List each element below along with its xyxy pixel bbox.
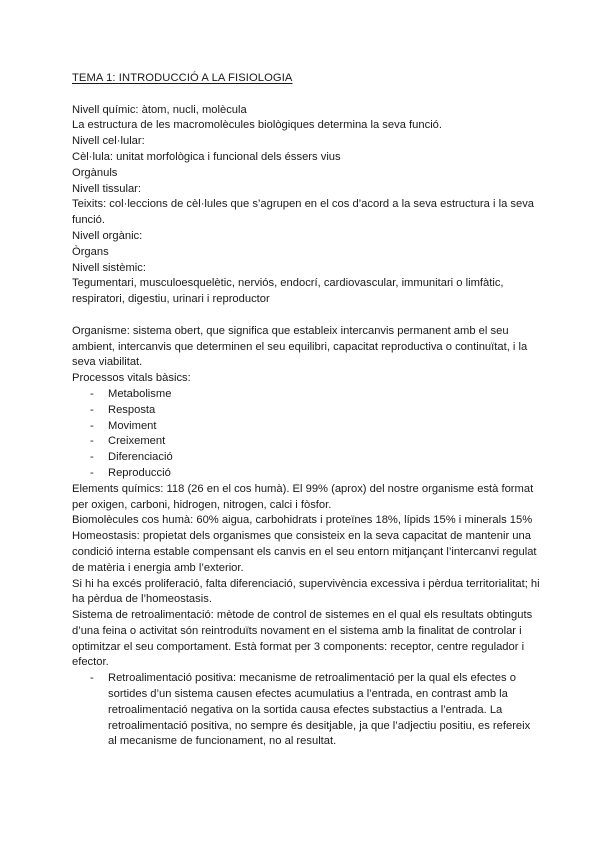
levels-section: [72, 103, 542, 308]
list-item: [72, 419, 542, 435]
list-item-text: Metabolisme: [108, 387, 172, 400]
level-line: Nivell tissular:: [72, 182, 142, 195]
list-item: [72, 466, 542, 482]
feedback-list: [72, 671, 542, 750]
dash-bullet: -: [90, 672, 94, 685]
level-line: Nivell químic: àtom, nucli, molècula: [72, 103, 247, 116]
dash-bullet: -: [90, 451, 94, 464]
level-line: Tegumentari, musculoesquelètic, nerviós, endocrí, cardiovascular, immunitari o limfàtic, respiratori, digestiu, urinari i reproductor: [72, 277, 504, 306]
dash-bullet: -: [90, 466, 94, 479]
paragraph-gap: [72, 308, 542, 324]
vital-processes-heading: Processos vitals bàsics:: [72, 372, 191, 385]
list-item: [72, 434, 542, 450]
list-item-text: Moviment: [108, 419, 157, 432]
level-line: Nivell sistèmic:: [72, 261, 146, 274]
list-item-text: Reproducció: [108, 466, 171, 479]
chemical-elements-paragraph: Elements químics: 118 (26 en el cos humà). El 99% (aprox) del nostre organisme està format per oxigen, carboni, hidrogen, nitrogen, calci i fòsfor.: [72, 482, 534, 511]
dash-bullet: -: [90, 435, 94, 448]
level-line: Orgànuls: [72, 166, 118, 179]
homeostasis-paragraph: Homeostasis: propietat dels organismes que consisteix en la seva capacitat de mantenir una condició interna estable compensant els canvis en el seu entorn mitjançant l’intercanvi regulat de matèria i energia amb l’exterior.: [72, 530, 537, 574]
level-line: Nivell orgànic:: [72, 229, 143, 242]
list-item-text: Diferenciació: [108, 451, 173, 464]
vital-processes-list: [72, 387, 542, 482]
list-item-text: Resposta: [108, 403, 156, 416]
biomolecules-paragraph: Biomolècules cos humà: 60% aigua, carbohidrats i proteïnes 18%, lípids 15% i minerals 15%: [72, 514, 533, 527]
dash-bullet: -: [90, 403, 94, 416]
feedback-paragraph: Sistema de retroalimentació: mètode de control de sistemes en el qual els resultats obtinguts d’una feina o activitat són reintroduïts novament en el sistema amb la finalitat de controlar i optimitzar el seu comportament. Està format per 3 components: receptor, centre regulador i efector.: [72, 609, 533, 669]
level-line: Teixits: col·leccions de cèl·lules que s’agrupen en el cos d’acord a la seva estructura i la seva funció.: [72, 198, 535, 227]
document-page: [72, 71, 542, 750]
list-item: [72, 403, 542, 419]
list-item: [72, 671, 542, 750]
excess-paragraph: Si hi ha excés proliferació, falta diferenciació, supervivència excessiva i pèrdua territorialitat; hi ha pèrdua de l’homeostasis.: [72, 577, 540, 606]
list-item-text: Retroalimentació positiva: mecanisme de retroalimentació per la qual els efectes o sortides d’un sistema causen efectes acumulatius a l’entrada, en contrast amb la retroalimentació negativa on la sortida causa efectes substactius a l’entrada. La retroalimentació positiva, no sempre és desitjable, ja que l’adjectiu positiu, es refereix al mecanisme de funcionament, no al resultat.: [108, 672, 531, 748]
dash-bullet: -: [90, 387, 94, 400]
list-item-text: Creixement: [108, 435, 166, 448]
level-line: Nivell cel·lular:: [72, 135, 145, 148]
dash-bullet: -: [90, 419, 94, 432]
level-line: Cèl·lula: unitat morfològica i funcional dels éssers vius: [72, 150, 341, 163]
level-line: La estructura de les macromolècules biològiques determina la seva funció.: [72, 119, 443, 132]
organism-paragraph: Organisme: sistema obert, que significa que estableix intercanvis permanent amb el seu ambient, intercanvis que determinen el seu equilibri, capacitat reproductiva o continuïtat, i la seva viabilitat.: [72, 324, 528, 369]
list-item: [72, 387, 542, 403]
level-line: Òrgans: [72, 245, 109, 258]
page-title: TEMA 1: INTRODUCCIÓ A LA FISIOLOGIA: [72, 72, 293, 84]
list-item: [72, 450, 542, 466]
